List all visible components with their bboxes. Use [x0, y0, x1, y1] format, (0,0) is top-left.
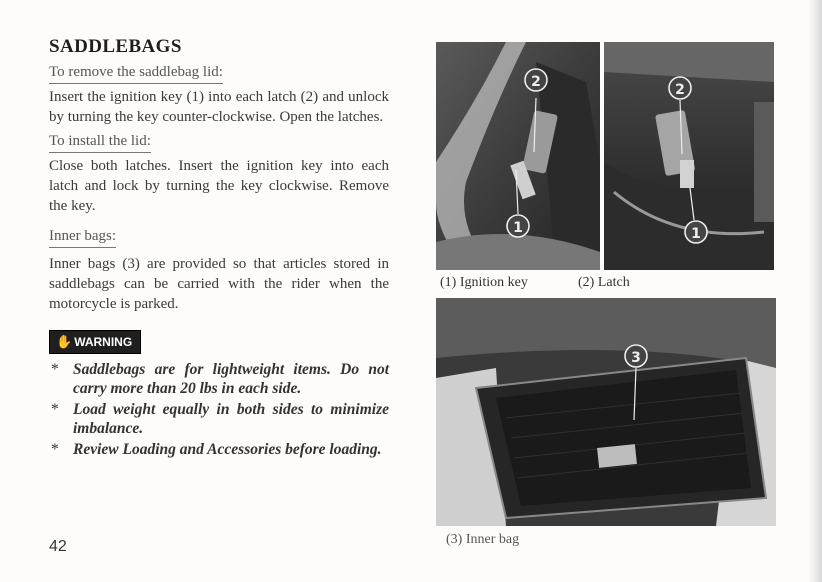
- warning-badge: [49, 330, 141, 354]
- hand-warning-icon: ✋: [56, 334, 73, 349]
- svg-text:2: 2: [675, 82, 685, 98]
- photo-key-in-latch-left: [436, 42, 600, 270]
- caption-latch: (2) Latch: [578, 275, 630, 290]
- warning-item: * Review Loading and Accessories before loading.: [51, 441, 382, 458]
- inner-bags-text: Inner bags (3) are provided so that articles stored in saddlebags can be carried with the rider when the motorcycle is parked.: [49, 256, 389, 312]
- warning-item: * Saddlebags are for lightweight items. Do not carry more than 20 lbs in each side.: [51, 361, 389, 397]
- install-text: Close both latches. Insert the ignition key into each latch and lock by turning the key clockwise. Remove the key.: [49, 158, 389, 214]
- text-column: [49, 36, 389, 461]
- page-title: SADDLEBAGS: [49, 36, 182, 57]
- warning-item: * Load weight equally in both sides to minimize imbalance.: [51, 401, 389, 437]
- photo-inner-bag: [436, 298, 776, 526]
- svg-text:3: 3: [631, 350, 641, 366]
- remove-heading: To remove the saddlebag lid:: [49, 62, 223, 84]
- caption-ignition-key: (1) Ignition key: [440, 275, 528, 290]
- photo-key-in-latch-right: [604, 42, 774, 270]
- svg-text:2: 2: [531, 74, 541, 90]
- remove-text: Insert the ignition key (1) into each latch (2) and unlock by turning the key counter-clockwise. Open the latches.: [49, 89, 389, 125]
- svg-text:1: 1: [513, 220, 523, 236]
- inner-bags-heading: Inner bags:: [49, 226, 116, 248]
- caption-inner-bag: (3) Inner bag: [446, 532, 520, 547]
- warning-label: WARNING: [74, 335, 133, 349]
- page-number: 42: [49, 538, 67, 555]
- svg-text:1: 1: [691, 226, 701, 242]
- warning-list: [49, 360, 389, 459]
- page-edge: [808, 0, 822, 582]
- install-heading: To install the lid:: [49, 131, 151, 153]
